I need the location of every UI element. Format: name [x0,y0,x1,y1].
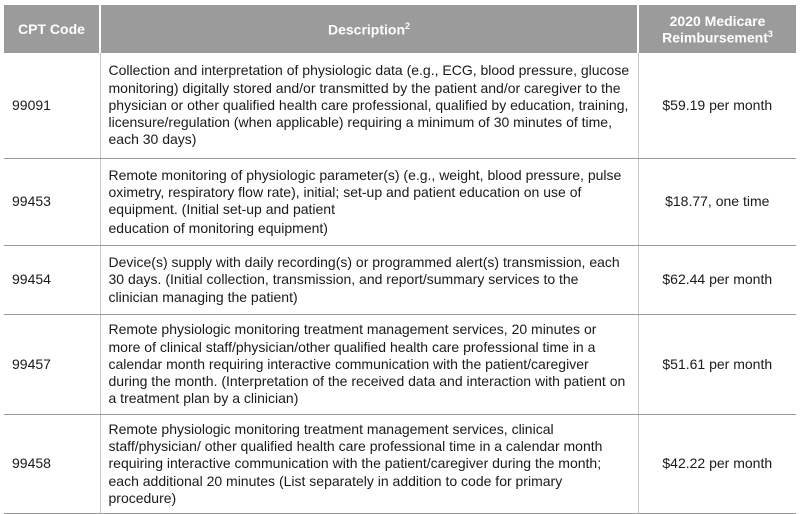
header-description-footnote: 2 [405,20,411,31]
header-row [4,5,796,53]
reimbursement-cell: $59.19 per month [638,53,796,159]
description-cell: Collection and interpretation of physiologic data (e.g., ECG, blood pressure, glucose monitoring) digitally stored and/or transmitted by the patient and/or caregiver to the physician or other qualified health care professional, qualified by education, training, licensure/regulation (when applicable) requiring a minimum of 30 minutes of time, each 30 days) [100,53,638,159]
description-text-extra: education of monitoring equipment) [108,220,328,237]
table-row [4,415,796,514]
reimbursement-cell: $51.61 per month [638,315,796,415]
header-reimbursement-footnote: 3 [767,28,773,39]
cpt-code-cell: 99091 [4,53,100,159]
table-row [4,315,796,415]
reimbursement-cell: $42.22 per month [638,415,796,514]
cpt-code-cell: 99453 [4,159,100,246]
header-reimbursement [638,5,796,53]
reimbursement-cell: $62.44 per month [638,246,796,315]
cpt-code-cell: 99457 [4,315,100,415]
cpt-reimbursement-table [4,5,796,514]
table-row [4,159,796,246]
header-cpt-code-label: CPT Code [18,21,85,37]
description-cell [100,159,638,246]
header-reimbursement-line2: Reimbursement [662,29,768,46]
description-text: Remote monitoring of physiologic parameter(s) (e.g., weight, blood pressure, pulse oximetry, respiratory flow rate), initial; set-up and patient education on use of equipment. (Initial set-up and patient [108,166,622,217]
description-cell: Remote physiologic monitoring treatment management services, 20 minutes or more of clinical staff/physician/other qualified health care professional time in a calendar month requiring interactive communication with the patient/caregiver during the month. (Interpretation of the received data and interaction with patient on a treatment plan by a clinician) [100,315,638,415]
table-row [4,246,796,315]
header-description [100,5,638,53]
table-body [4,53,796,514]
cpt-code-cell: 99454 [4,246,100,315]
reimbursement-cell: $18.77, one time [638,159,796,246]
header-reimbursement-line1: 2020 Medicare [669,12,766,29]
table-header [4,5,796,53]
description-cell: Device(s) supply with daily recording(s) or programmed alert(s) transmission, each 30 days. (Initial collection, transmission, and report/summary services to the clinician managing the patient) [100,246,638,315]
description-cell: Remote physiologic monitoring treatment management services, clinical staff/physician/ other qualified health care professional time in a calendar month requiring interactive communication with the patient/caregiver during the month; each additional 20 minutes (List separately in addition to code for primary procedure) [100,415,638,514]
cpt-code-cell: 99458 [4,415,100,514]
header-cpt-code [4,5,100,53]
table-row [4,53,796,159]
header-description-label: Description [327,21,405,38]
